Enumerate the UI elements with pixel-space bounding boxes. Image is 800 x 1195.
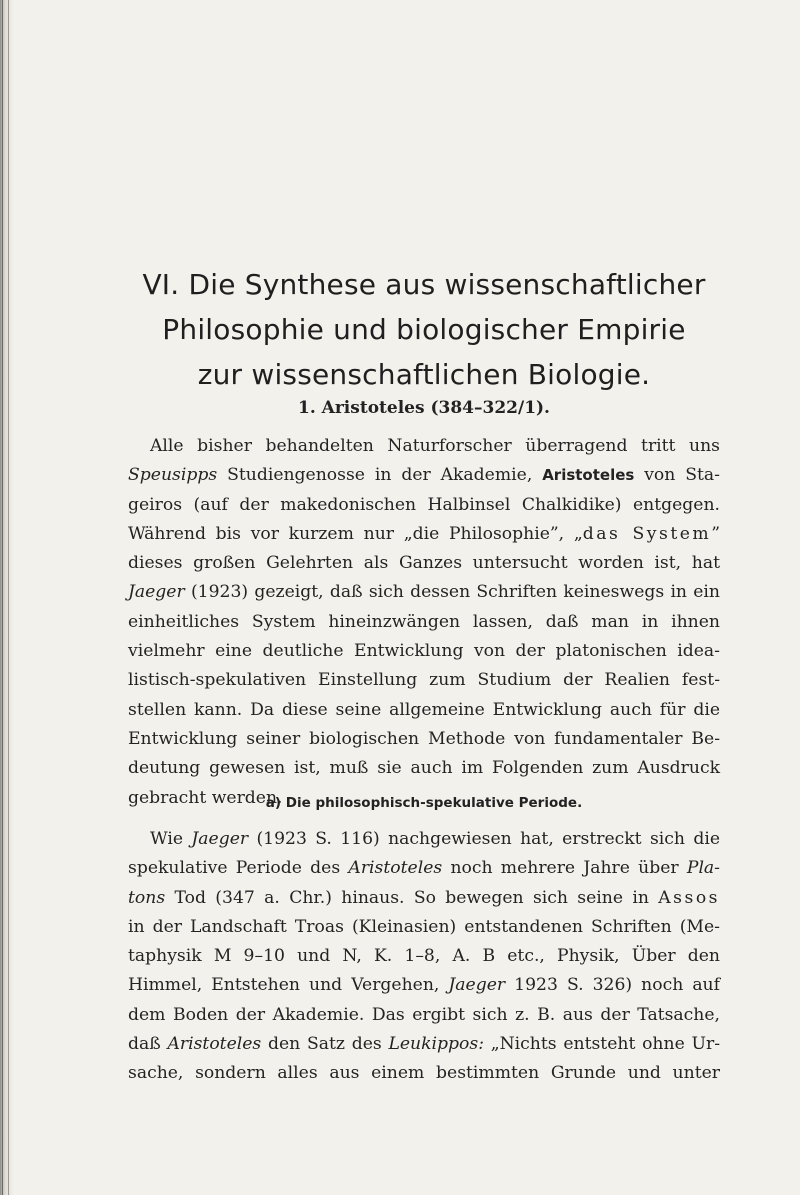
person-name: Pla-	[686, 858, 720, 879]
text-line: gebracht werden.	[128, 787, 283, 808]
chapter-title-line: VI. Die Synthese aus wissenschaftlicher	[142, 268, 706, 301]
text-line: geiros (auf der makedonischen Halbinsel Chalkidike) entgegen.	[128, 494, 720, 515]
text-line	[128, 520, 720, 549]
person-name: Leukippos:	[388, 1034, 484, 1055]
text-run: Während bis vor kurzem nur „die Philosophie”, „	[128, 523, 583, 544]
chapter-title	[118, 262, 730, 397]
text-line	[128, 884, 720, 913]
text-line: Alle bisher behandelten Naturforscher überragend tritt uns	[150, 436, 720, 456]
person-name: Aristoteles	[542, 466, 635, 485]
text-run: von Sta-	[634, 465, 720, 486]
text-run: 1923 S. 326) noch auf	[505, 975, 720, 996]
text-run: Himmel, Entstehen und Vergehen,	[128, 975, 449, 996]
text-line	[128, 1030, 720, 1059]
text-run: Wie	[150, 829, 192, 849]
gutter-edge-line	[2, 0, 3, 1195]
person-name: Jaeger	[448, 975, 506, 996]
text-run: daß	[128, 1034, 168, 1055]
person-name: Jaeger	[191, 829, 249, 849]
emphasized-text: Assos	[658, 887, 720, 908]
text-line: taphysik M 9–10 und N, K. 1–8, A. B etc., Physik, Über den	[128, 946, 720, 967]
text-run: „Nichts entsteht ohne Ur-	[483, 1034, 720, 1055]
text-line: Entwicklung seiner biologischen Methode von fundamentaler Be-	[128, 728, 720, 749]
text-line: dieses großen Gelehrten als Ganzes untersucht worden ist, hat	[128, 553, 720, 574]
text-line: listisch-spekulativen Einstellung zum Studium der Realien fest-	[128, 670, 720, 691]
text-line	[128, 971, 720, 1000]
subsection-title: a) Die philosophisch-spekulative Periode.	[265, 795, 583, 811]
section-title: 1. Aristoteles (384–322/1).	[298, 398, 550, 418]
person-name: tons	[128, 887, 166, 908]
person-name: Speusipps	[128, 465, 218, 486]
paragraph-intro	[128, 432, 720, 813]
person-name: Jaeger	[128, 582, 185, 603]
text-run: Tod (347 a. Chr.) hinaus. So bewegen sich seine in	[165, 887, 659, 908]
text-line: deutung gewesen ist, muß sie auch im Folgenden zum Ausdruck	[128, 758, 720, 779]
text-line: in der Landschaft Troas (Kleinasien) entstandenen Schriften (Me-	[128, 916, 720, 937]
gutter-edge-line	[8, 0, 9, 1195]
text-line	[128, 854, 720, 883]
text-line	[128, 461, 720, 490]
chapter-title-line: Philosophie und biologischer Empirie	[162, 313, 686, 346]
text-line	[128, 825, 720, 854]
person-name: Aristoteles	[348, 858, 443, 879]
chapter-title-line: zur wissenschaftlichen Biologie.	[197, 358, 651, 391]
paragraph-speculative-period	[128, 825, 720, 1089]
text-run: noch mehrere Jahre über	[442, 858, 687, 879]
text-line: stellen kann. Da diese seine allgemeine Entwicklung auch für die	[128, 699, 720, 720]
text-line: vielmehr eine deutliche Entwicklung von der platonischen idea-	[128, 641, 720, 662]
text-run: (1923) gezeigt, daß sich dessen Schriften keineswegs in ein	[184, 582, 720, 603]
person-name: Aristoteles	[167, 1034, 262, 1055]
text-run: den Satz des	[261, 1034, 389, 1055]
text-run: (1923 S. 116) nachgewiesen hat, erstreckt sich die	[248, 829, 720, 849]
text-line: dem Boden der Akademie. Das ergibt sich z. B. aus der Tatsache,	[128, 1004, 720, 1025]
emphasized-text: das System	[582, 523, 712, 544]
text-run: Studiengenosse in der Akademie,	[217, 465, 543, 486]
text-line	[128, 578, 720, 607]
text-line: einheitliches System hineinzwängen lassen, daß man in ihnen	[128, 611, 720, 632]
text-run: spekulative Periode des	[128, 858, 349, 879]
text-line: sache, sondern alles aus einem bestimmten Grunde und unter	[128, 1063, 720, 1084]
text-run: ”	[711, 523, 720, 544]
